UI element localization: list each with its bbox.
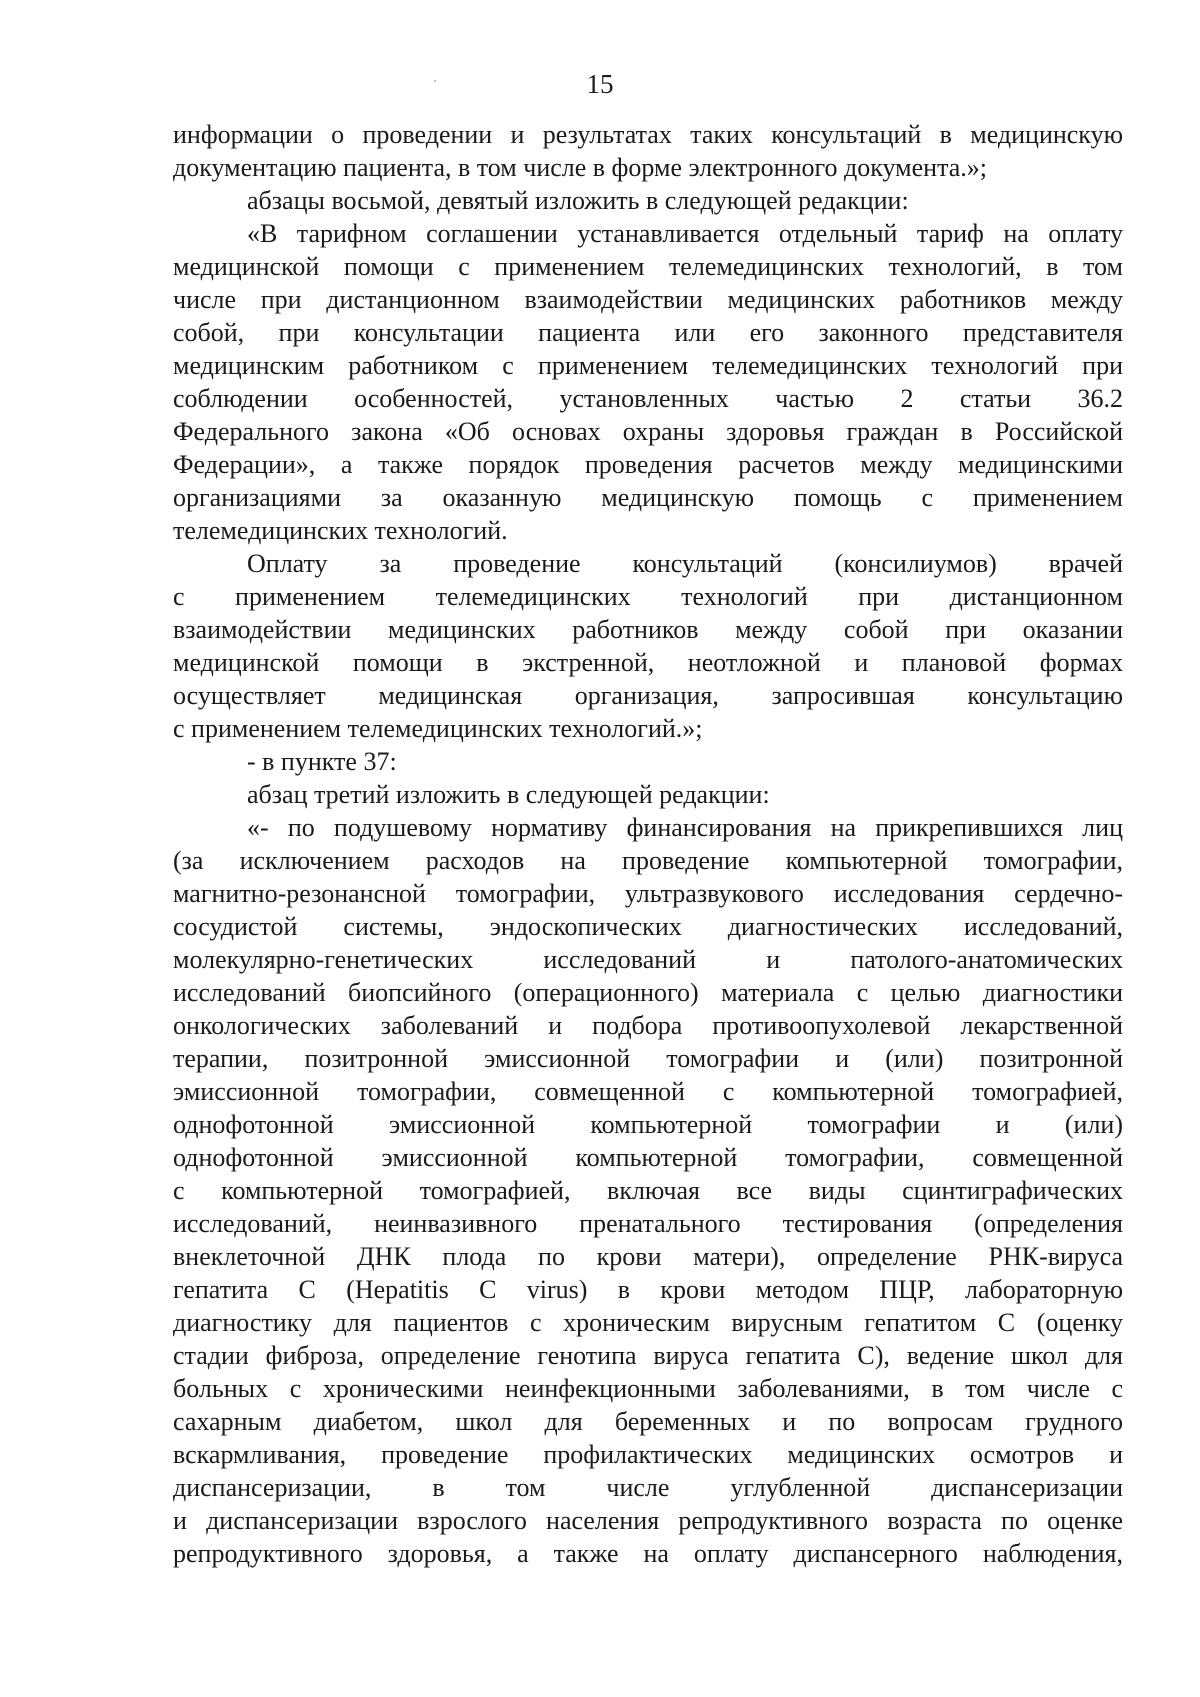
text-line: терапии, позитронной эмиссионной томографии и (или) позитронной [173, 1044, 1123, 1073]
text-line: «В тарифном соглашении устанавливается отдельный тариф на оплату [247, 219, 1123, 248]
text-line: с применением телемедицинских технологий.»; [173, 714, 703, 743]
text-line: молекулярно-генетических исследований и патолого-анатомических [173, 945, 1123, 974]
text-line: организациями за оказанную медицинскую помощь с применением [173, 483, 1123, 512]
document-body [173, 118, 1123, 1570]
page-number: 15 [586, 69, 614, 99]
text-line: гепатита С (Hepatitis С virus) в крови методом ПЦР, лабораторную [173, 1275, 1123, 1304]
text-line: онкологических заболеваний и подбора противоопухолевой лекарственной [173, 1011, 1123, 1040]
text-line: абзац третий изложить в следующей редакции: [247, 780, 770, 809]
text-line: больных с хроническими неинфекционными заболеваниями, в том числе с [173, 1374, 1123, 1403]
text-line: сосудистой системы, эндоскопических диагностических исследований, [173, 912, 1123, 941]
text-line: «- по подушевому нормативу финансирования на прикрепившихся лиц [247, 813, 1123, 842]
text-line: Федерации», а также порядок проведения расчетов между медицинскими [173, 450, 1123, 479]
text-line: документацию пациента, в том числе в форме электронного документа.»; [173, 153, 988, 182]
text-line: исследований, неинвазивного пренатального тестирования (определения [173, 1209, 1123, 1238]
text-line: вскармливания, проведение профилактических медицинских осмотров и [173, 1440, 1123, 1469]
text-line: стадии фиброза, определение генотипа вируса гепатита С), ведение школ для [173, 1341, 1123, 1370]
text-line: однофотонной эмиссионной компьютерной томографии и (или) [173, 1110, 1123, 1139]
text-line: диспансеризации, в том числе углубленной диспансеризации [173, 1473, 1123, 1502]
text-line: исследований биопсийного (операционного) материала с целью диагностики [173, 978, 1123, 1007]
text-line: с применением телемедицинских технологий при дистанционном [173, 582, 1123, 611]
text-line: Федерального закона «Об основах охраны здоровья граждан в Российской [173, 417, 1123, 446]
text-line: с компьютерной томографией, включая все виды сцинтиграфических [173, 1176, 1123, 1205]
text-line: информации о проведении и результатах таких консультаций в медицинскую [173, 120, 1123, 149]
text-line: взаимодействии медицинских работников между собой при оказании [173, 615, 1123, 644]
text-line: осуществляет медицинская организация, запросившая консультацию [173, 681, 1123, 710]
text-line: - в пункте 37: [247, 747, 397, 776]
text-line: медицинской помощи в экстренной, неотложной и плановой формах [173, 648, 1123, 677]
text-line: собой, при консультации пациента или его законного представителя [173, 318, 1123, 347]
text-line: однофотонной эмиссионной компьютерной томографии, совмещенной [173, 1143, 1123, 1172]
text-line: эмиссионной томографии, совмещенной с компьютерной томографией, [173, 1077, 1123, 1106]
text-line: (за исключением расходов на проведение компьютерной томографии, [173, 846, 1123, 875]
text-line: магнитно-резонансной томографии, ультразвукового исследования сердечно- [173, 879, 1123, 908]
text-line: числе при дистанционном взаимодействии медицинских работников между [173, 285, 1123, 314]
text-line: диагностику для пациентов с хроническим вирусным гепатитом С (оценку [173, 1308, 1123, 1337]
text-line: медицинским работником с применением телемедицинских технологий при [173, 351, 1123, 380]
text-line: соблюдении особенностей, установленных частью 2 статьи 36.2 [173, 384, 1123, 413]
text-line: сахарным диабетом, школ для беременных и по вопросам грудного [173, 1407, 1123, 1436]
text-line: абзацы восьмой, девятый изложить в следующей редакции: [247, 186, 909, 215]
text-line: Оплату за проведение консультаций (консилиумов) врачей [247, 549, 1123, 578]
text-line: внеклеточной ДНК плода по крови матери), определение РНК-вируса [173, 1242, 1123, 1271]
text-line: и диспансеризации взрослого населения репродуктивного возраста по оценке [173, 1506, 1123, 1535]
text-line: репродуктивного здоровья, а также на оплату диспансерного наблюдения, [173, 1539, 1123, 1568]
text-line: телемедицинских технологий. [173, 516, 508, 545]
text-line: медицинской помощи с применением телемедицинских технологий, в том [173, 252, 1123, 281]
